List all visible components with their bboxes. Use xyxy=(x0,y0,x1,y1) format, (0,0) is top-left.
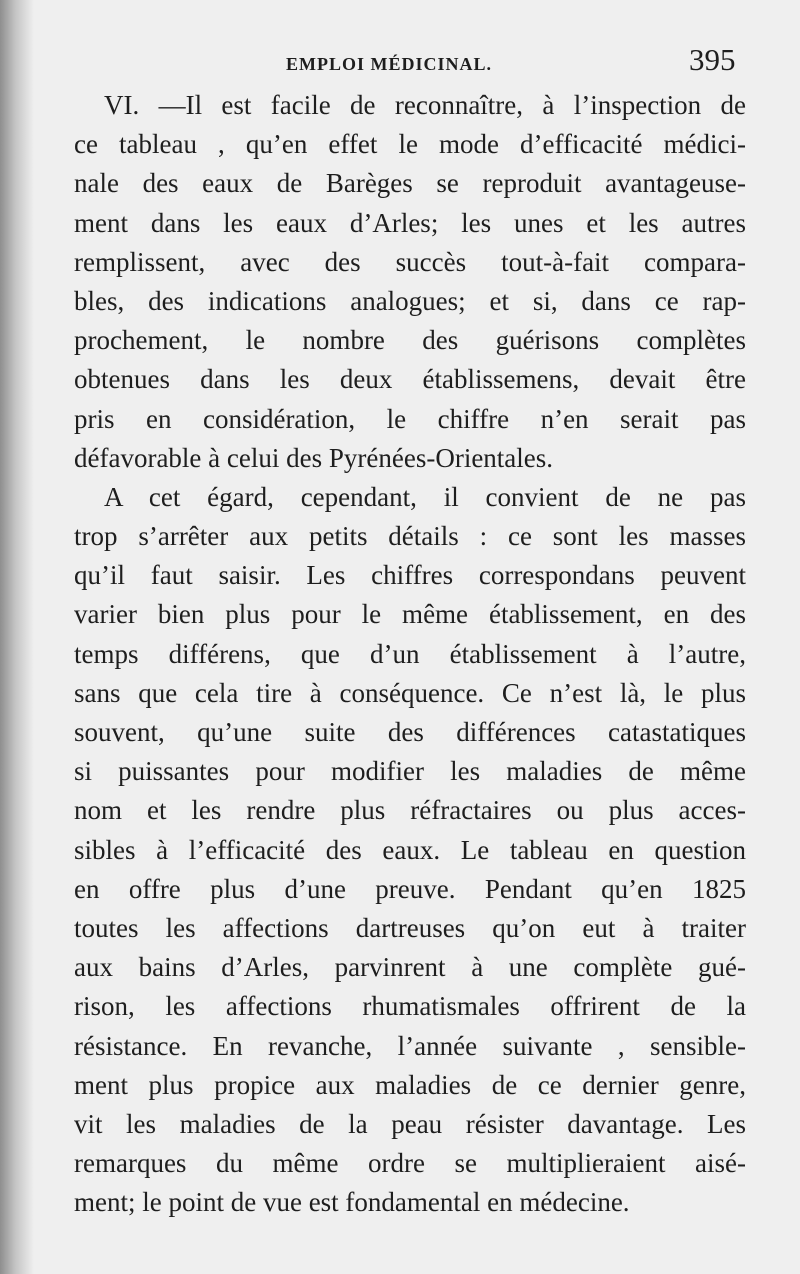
text-line: remplissent, avec des succès tout-à-fait compara- xyxy=(74,246,746,277)
text-line: qu’il faut saisir. Les chiffres correspondans peuvent xyxy=(74,560,746,591)
text-line: sibles à l’efficacité des eaux. Le tableau en question xyxy=(74,834,746,865)
text-line: vit les maladies de la peau résister davantage. Les xyxy=(74,1108,746,1139)
running-title: EMPLOI MÉDICINAL. xyxy=(286,54,493,74)
page-number: 395 xyxy=(689,42,736,77)
body-text xyxy=(74,86,746,1222)
text-line: en offre plus d’une preuve. Pendant qu’en 1825 xyxy=(74,873,746,904)
text-line: ment plus propice aux maladies de ce dernier genre, xyxy=(74,1069,746,1100)
text-line: souvent, qu’une suite des différences catastatiques xyxy=(74,717,746,747)
text-line: toutes les affections dartreuses qu’on eut à traiter xyxy=(74,912,746,943)
binding-shadow xyxy=(0,0,34,1274)
text-line: ce tableau , qu’en effet le mode d’efficacité médici- xyxy=(74,129,746,160)
text-line: varier bien plus pour le même établissement, en des xyxy=(74,599,746,630)
text-line: trop s’arrêter aux petits détails : ce sont les masses xyxy=(74,521,746,552)
text-line: si puissantes pour modifier les maladies de même xyxy=(74,756,746,787)
paragraph-2 xyxy=(74,478,746,1223)
text-line: pris en considération, le chiffre n’en serait pas xyxy=(74,403,746,434)
text-line: A cet égard, cependant, il convient de ne pas xyxy=(104,481,746,512)
text-line: sans que cela tire à conséquence. Ce n’est là, le plus xyxy=(74,677,746,708)
text-line: ment dans les eaux d’Arles; les unes et les autres xyxy=(74,207,746,238)
text-line: nom et les rendre plus réfractaires ou plus acces- xyxy=(74,795,746,826)
page-header xyxy=(0,42,800,82)
paragraph-1 xyxy=(74,86,746,478)
text-line: résistance. En revanche, l’année suivante , sensible- xyxy=(74,1030,746,1061)
text-line: rison, les affections rhumatismales offrirent de la xyxy=(74,991,746,1022)
text-line: aux bains d’Arles, parvinrent à une complète gué- xyxy=(74,952,746,983)
text-line: prochement, le nombre des guérisons complètes xyxy=(74,325,746,356)
text-line: ment; le point de vue est fondamental en médecine. xyxy=(74,1187,630,1218)
text-line: bles, des indications analogues; et si, dans ce rap- xyxy=(74,285,746,316)
text-line: temps différens, que d’un établissement à l’autre, xyxy=(74,638,746,669)
text-line: défavorable à celui des Pyrénées-Orientales. xyxy=(74,442,554,473)
text-line: VI. —Il est facile de reconnaître, à l’inspection de xyxy=(104,90,746,120)
text-line: obtenues dans les deux établissemens, devait être xyxy=(74,364,746,395)
text-line: remarques du même ordre se multiplieraient aisé- xyxy=(74,1148,746,1179)
text-line: nale des eaux de Barèges se reproduit avantageuse- xyxy=(74,168,746,199)
